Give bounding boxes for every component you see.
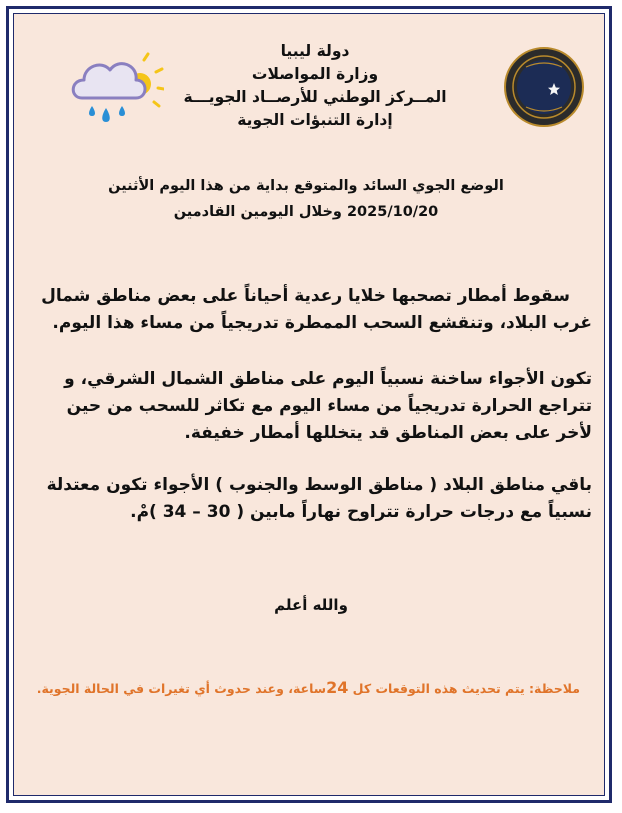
- forecast-intro: [60, 173, 552, 225]
- header-center: المــركز الوطني للأرصــاد الجويـــة: [183, 88, 447, 106]
- forecast-paragraph-3: [46, 472, 592, 526]
- header-ministry: وزارة المواصلات: [251, 65, 379, 83]
- closing-phrase: والله أعلم: [274, 596, 348, 614]
- note-suffix: ساعة، وعند حدوث أي تغيرات في الحالة الجوية.: [36, 681, 327, 696]
- note-hours: 24: [326, 678, 349, 697]
- paragraph-line: لأخر على بعض المناطق قد يتخللها أمطار خفيفة.: [184, 423, 592, 443]
- paragraph-line: تكون الأجواء ساخنة نسبياً اليوم على مناطق الشمال الشرقي، و: [64, 369, 592, 389]
- update-note: [36, 678, 580, 697]
- paragraph-line: باقي مناطق البلاد ( مناطق الوسط والجنوب ) الأجواء تكون معتدلة: [46, 475, 592, 495]
- note-prefix: ملاحظة: يتم تحديث هذه التوقعات كل: [348, 681, 580, 696]
- intro-line-1: الوضع الجوي السائد والمتوقع بداية من هذا اليوم الأثنين: [108, 178, 504, 194]
- forecast-paragraph-2: [56, 366, 592, 447]
- header-country: دولة ليبيا: [280, 42, 350, 60]
- paragraph-line: سقوط أمطار تصحبها خلايا رعدية أحياناً على بعض مناطق شمال: [41, 286, 570, 306]
- forecast-paragraph-1: [41, 283, 592, 337]
- paragraph-line: غرب البلاد، وتنقشع السحب الممطرة تدريجياً من مساء هذا اليوم.: [52, 313, 592, 333]
- met-center-logo: [504, 47, 584, 127]
- header-block: [150, 40, 480, 132]
- intro-line-2: 2025/10/20 وخلال اليومين القادمين: [173, 204, 439, 220]
- paragraph-line: تتراجع الحرارة تدريجياً من مساء اليوم مع تكاثر للسحب من حين: [66, 396, 592, 416]
- header-department: إدارة التنبؤات الجوية: [237, 111, 393, 129]
- paragraph-line: نسبياً مع درجات حرارة تتراوح نهاراً مابين ( 30 – 34 )مْ.: [130, 502, 592, 522]
